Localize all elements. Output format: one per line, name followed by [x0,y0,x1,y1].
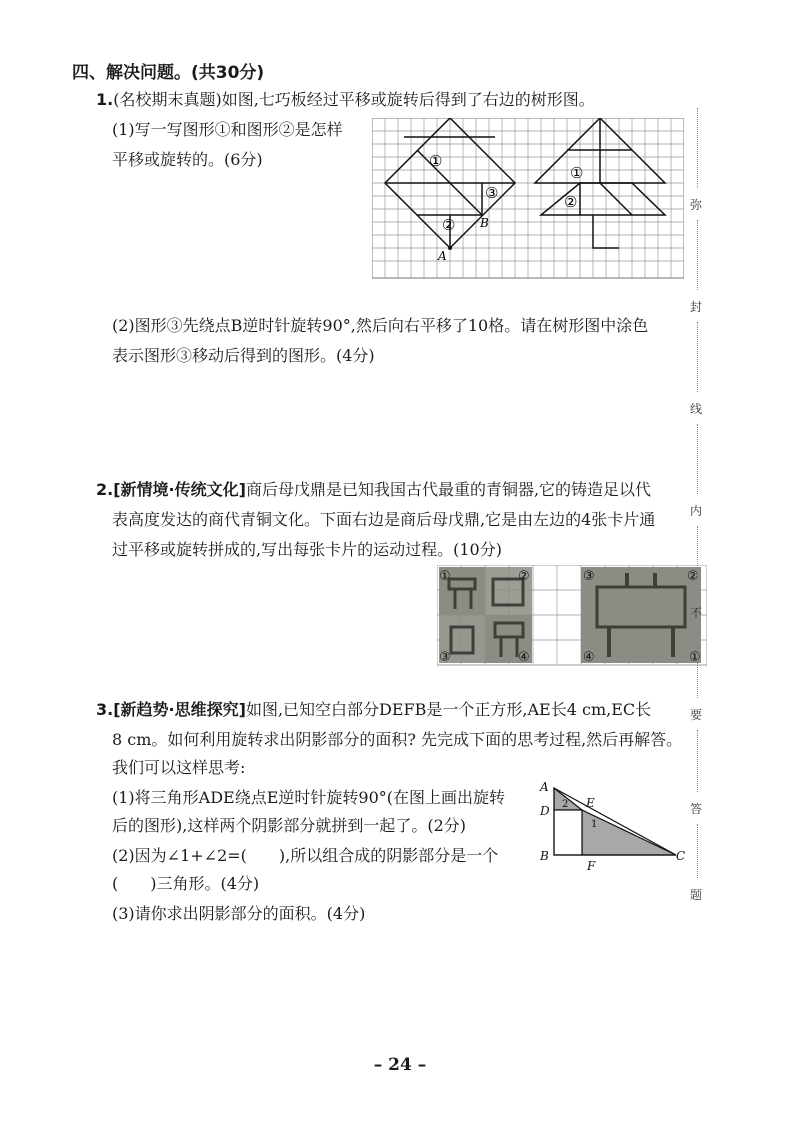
q3-step2-line2: ( )三角形。(4分) [112,874,260,893]
vertex-b-label: B [540,849,549,863]
q3-step1-line1: (1)将三角形ADE绕点E逆时针旋转90°(在图上画出旋转 [112,788,506,807]
q1-part2-line2: 表示图形③移动后得到的图形。(4分) [112,346,375,365]
right-card-1-label: ① [689,650,701,665]
q2-number: 2. [96,480,114,499]
point-b-label: B [480,216,489,230]
tangram-piece-3-label: ③ [485,184,499,202]
margin-char-3: 线 [690,402,703,416]
white-square-defb [554,810,582,855]
q3-line2: 8 cm。如何利用旋转求出阴影部分的面积? 先完成下面的思考过程,然后再解答。 [112,730,683,749]
tangram-piece-1-label: ① [429,152,443,170]
q3-line1 [96,694,651,726]
vertex-f-label: F [587,859,596,873]
right-card-3-label: ③ [583,569,595,584]
left-card-1-label: ① [439,569,451,584]
q3-line1-text: 如图,已知空白部分DEFB是一个正方形,AE长4 cm,EC长 [245,700,652,719]
right-card-2-label: ② [687,569,699,584]
left-card-3-label: ③ [439,650,451,665]
section-title: 四、解决问题。(共30分) [72,63,265,83]
tangram-piece-2-label: ② [442,216,456,234]
q1-part1-line2: 平移或旋转的。(6分) [112,150,263,169]
margin-char-6: 要 [690,708,703,722]
q3-number: 3. [96,700,114,719]
margin-char-1: 弥 [690,198,703,212]
q1-stem-text: 如图,七巧板经过平移或旋转后得到了右边的树形图。 [221,90,595,109]
q1-source: (名校期末真题) [113,90,222,109]
margin-char-8: 题 [690,888,703,902]
tangram-grid [372,118,684,278]
left-card-4-label: ④ [518,650,530,665]
point-a-label: A [438,249,447,263]
triangle-figure [536,780,692,876]
q3-line3: 我们可以这样思考: [112,758,246,777]
margin-char-7: 答 [690,802,703,816]
q3-step3: (3)请你求出阴影部分的面积。(4分) [112,904,366,923]
right-cauldron [581,567,701,663]
q2-line1 [96,474,651,506]
q3-step1-line2: 后的图形),这样两个阴影部分就拼到一起了。(2分) [112,816,466,835]
shaded-triangle-efc [582,810,676,855]
angle-2-label: 2 [562,799,569,810]
left-card-2-label: ② [518,569,530,584]
cauldron-cards-figure [437,565,707,667]
tree-piece-1-label: ① [570,164,584,182]
margin-char-2: 封 [690,300,703,314]
q2-line1-text: 商后母戊鼎是已知我国古代最重的青铜器,它的铸造足以代 [245,480,652,499]
margin-char-5: 不 [690,606,703,620]
vertex-c-label: C [676,849,686,863]
q1-stem [96,84,595,116]
q2-line3: 过平移或旋转拼成的,写出每张卡片的运动过程。(10分) [112,540,502,559]
angle-1-label: 1 [591,819,598,830]
tree-piece-2-label: ② [564,193,578,211]
q1-part2-line1: (2)图形③先绕点B逆时针旋转90°,然后向右平移了10格。请在树形图中涂色 [112,316,649,335]
q3-step2-line1: (2)因为∠1+∠2=( ),所以组合成的阴影部分是一个 [112,846,499,865]
right-card-4-label: ④ [583,650,595,665]
margin-char-4: 内 [690,504,703,518]
q3-tag: [新趋势·思维探究] [113,700,246,719]
q1-part1-line1: (1)写一写图形①和图形②是怎样 [112,120,343,139]
tangram-tree [535,118,665,248]
page-number: – 24 – [373,1055,427,1075]
q1-number: 1. [96,90,114,109]
vertex-a-label: A [540,780,549,794]
tangram-figure [372,118,684,280]
vertex-e-label: E [586,796,595,810]
q2-line2: 表高度发达的商代青铜文化。下面右边是商后母戊鼎,它是由左边的4张卡片通 [112,510,656,529]
vertex-d-label: D [540,804,550,818]
q2-tag: [新情境·传统文化] [113,480,246,499]
